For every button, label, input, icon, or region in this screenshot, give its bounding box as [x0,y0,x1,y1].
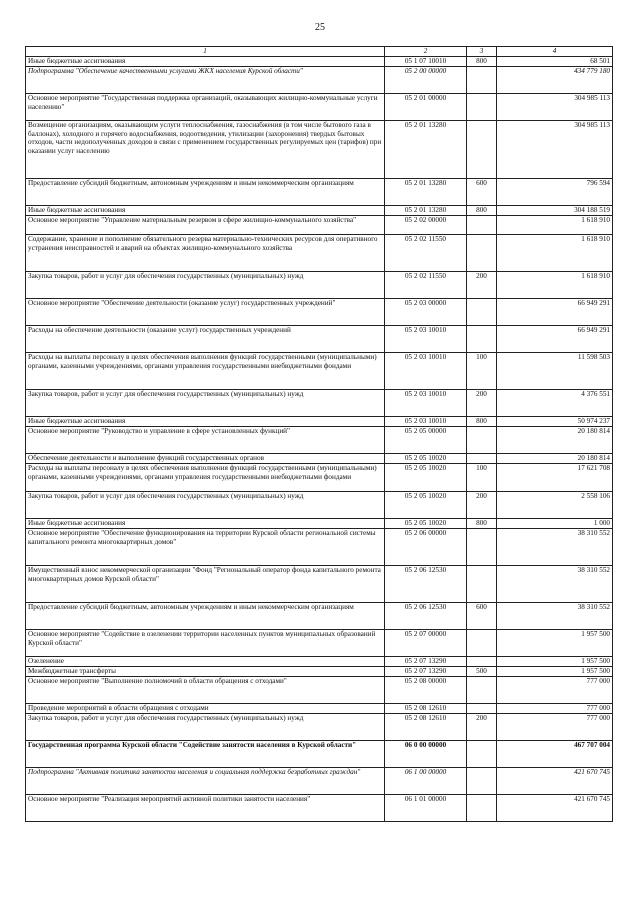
row-vr [467,326,497,353]
row-code: 05 2 02 11550 [385,272,467,299]
row-amount: 1 618 910 [497,235,613,272]
row-amount: 304 985 113 [497,121,613,179]
row-amount: 4 376 551 [497,390,613,417]
budget-table [25,46,613,822]
row-code: 05 2 05 10020 [385,464,467,492]
row-code: 06 1 01 00000 [385,795,467,822]
row-name: Основное мероприятие "Выполнение полномочий в области обращения с отходами" [26,677,385,704]
row-code: 05 2 07 00000 [385,630,467,657]
row-code: 05 2 03 00000 [385,299,467,326]
table-row [26,768,613,795]
row-name: Имущественный взнос некоммерческой организации "Фонд "Региональный оператор фонда капитального ремонта многоквартирных домов Курской области" [26,566,385,603]
row-vr [467,630,497,657]
row-amount: 38 310 552 [497,603,613,630]
row-name: Иные бюджетные ассигнования [26,57,385,67]
row-name: Расходы на выплаты персоналу в целях обеспечения выполнения функций государственными (муниципальными) органами, казенными учреждениями, органами управления государственными внебюджетными фондами [26,353,385,390]
table-row [26,454,613,464]
row-amount: 777 000 [497,677,613,704]
row-code: 05 2 06 12530 [385,603,467,630]
table-row [26,704,613,714]
row-vr: 100 [467,464,497,492]
row-vr: 800 [467,206,497,216]
row-amount: 66 949 291 [497,299,613,326]
row-amount: 777 000 [497,714,613,741]
row-name: Иные бюджетные ассигнования [26,206,385,216]
table-row [26,57,613,67]
row-name: Основное мероприятие "Руководство и управление в сфере установленных функций" [26,427,385,454]
row-name: Закупка товаров, работ и услуг для обеспечения государственных (муниципальных) нужд [26,492,385,519]
table-row [26,714,613,741]
row-amount: 1 618 910 [497,272,613,299]
table-row [26,353,613,390]
row-amount: 434 779 180 [497,67,613,94]
table-row [26,657,613,667]
row-vr: 200 [467,492,497,519]
row-vr [467,216,497,235]
table-row [26,390,613,417]
row-vr [467,235,497,272]
row-vr [467,741,497,768]
table-row [26,464,613,492]
row-code: 05 2 06 00000 [385,529,467,566]
row-vr: 200 [467,272,497,299]
row-vr [467,427,497,454]
table-row [26,677,613,704]
row-amount: 1 618 910 [497,216,613,235]
row-name: Содержание, хранение и пополнение обязательного резерва материально-технических ресурсов для оперативного устранения неисправностей и аварий на объектах жилищно-коммунального хозяйства [26,235,385,272]
row-vr [467,704,497,714]
row-code: 05 2 05 00000 [385,427,467,454]
table-row [26,179,613,206]
row-code: 05 2 03 10010 [385,353,467,390]
row-code: 05 2 01 13280 [385,121,467,179]
row-vr: 200 [467,390,497,417]
row-code: 05 2 08 12610 [385,704,467,714]
row-name: Озеленение [26,657,385,667]
table-row [26,795,613,822]
row-vr [467,529,497,566]
row-code: 05 2 03 10010 [385,390,467,417]
row-amount: 421 670 745 [497,768,613,795]
row-amount: 796 594 [497,179,613,206]
row-name: Основное мероприятие "Содействие в озеленении территории населенных пунктов муниципальных образований Курской области" [26,630,385,657]
row-amount: 467 707 004 [497,741,613,768]
row-vr [467,768,497,795]
row-amount: 68 501 [497,57,613,67]
row-code: 05 2 08 12610 [385,714,467,741]
page-number: 25 [315,22,325,33]
row-name: Основное мероприятие "Управление материальным резервом в сфере жилищно-коммунального хозяйства" [26,216,385,235]
row-code: 05 2 02 00000 [385,216,467,235]
row-name: Основное мероприятие "Государственная поддержка организаций, оказывающих жилищно-коммунальные услуги населению" [26,94,385,121]
row-name: Закупка товаров, работ и услуг для обеспечения государственных (муниципальных) нужд [26,272,385,299]
row-vr [467,795,497,822]
row-vr: 800 [467,519,497,529]
row-amount: 1 000 [497,519,613,529]
row-name: Предоставление субсидий бюджетным, автономным учреждениям и иным некоммерческим организациям [26,179,385,206]
row-vr: 500 [467,667,497,677]
row-name: Закупка товаров, работ и услуг для обеспечения государственных (муниципальных) нужд [26,390,385,417]
table-row [26,326,613,353]
table-row [26,630,613,657]
table-row [26,299,613,326]
header-col-amount: 4 [497,47,613,57]
row-amount: 66 949 291 [497,326,613,353]
row-code: 05 2 08 00000 [385,677,467,704]
table-row [26,427,613,454]
table-row [26,206,613,216]
row-name: Закупка товаров, работ и услуг для обеспечения государственных (муниципальных) нужд [26,714,385,741]
row-name: Основное мероприятие "Реализация мероприятий активной политики занятости населения" [26,795,385,822]
row-amount: 1 957 500 [497,657,613,667]
row-amount: 421 670 745 [497,795,613,822]
row-name: Иные бюджетные ассигнования [26,417,385,427]
row-code: 05 2 03 10010 [385,417,467,427]
row-amount: 50 974 237 [497,417,613,427]
row-amount: 2 558 106 [497,492,613,519]
row-code: 05 2 01 13280 [385,179,467,206]
table-body [26,57,613,822]
row-name: Иные бюджетные ассигнования [26,519,385,529]
table-row [26,94,613,121]
table-row [26,667,613,677]
row-code: 05 2 05 10020 [385,454,467,464]
table-row [26,492,613,519]
row-amount: 1 957 500 [497,667,613,677]
row-code: 05 2 07 13290 [385,667,467,677]
table-row [26,519,613,529]
table-row [26,272,613,299]
row-vr: 600 [467,179,497,206]
row-amount: 1 957 500 [497,630,613,657]
row-amount: 304 985 113 [497,94,613,121]
row-name: Основное мероприятие "Обеспечение деятельности (оказание услуг) государственных учреждений" [26,299,385,326]
row-name: Расходы на обеспечение деятельности (оказание услуг) государственных учреждений [26,326,385,353]
table-row [26,235,613,272]
header-col-code: 2 [385,47,467,57]
row-vr: 600 [467,603,497,630]
row-code: 05 2 00 00000 [385,67,467,94]
table-header-row [26,47,613,57]
row-amount: 11 598 503 [497,353,613,390]
row-name: Государственная программа Курской области "Содействие занятости населения в Курской области" [26,741,385,768]
row-vr [467,299,497,326]
row-code: 05 2 01 13280 [385,206,467,216]
row-code: 06 1 00 00000 [385,768,467,795]
row-name: Расходы на выплаты персоналу в целях обеспечения выполнения функций государственными (муниципальными) органами, казенными учреждениями, органами управления государственными внебюджетными фондами [26,464,385,492]
row-code: 05 2 05 10020 [385,492,467,519]
row-amount: 20 180 814 [497,427,613,454]
row-amount: 38 310 552 [497,529,613,566]
table-row [26,216,613,235]
row-name: Предоставление субсидий бюджетным, автономным учреждениям и иным некоммерческим организациям [26,603,385,630]
row-code: 06 0 00 00000 [385,741,467,768]
row-code: 05 2 06 12530 [385,566,467,603]
table-row [26,529,613,566]
row-name: Проведение мероприятий в области обращения с отходами [26,704,385,714]
row-vr: 800 [467,57,497,67]
row-vr [467,67,497,94]
table-row [26,603,613,630]
row-amount: 17 621 708 [497,464,613,492]
row-name: Подпрограмма "Обеспечение качественными услугами ЖКХ населения Курской области" [26,67,385,94]
row-vr: 200 [467,714,497,741]
table-row [26,417,613,427]
row-name: Подпрограмма "Активная политика занятости населения и социальная поддержка безработных граждан" [26,768,385,795]
row-amount: 20 180 814 [497,454,613,464]
row-vr [467,657,497,667]
header-col-name: 1 [26,47,385,57]
row-vr [467,94,497,121]
row-vr [467,454,497,464]
row-amount: 38 310 552 [497,566,613,603]
row-code: 05 2 03 10010 [385,326,467,353]
row-vr: 100 [467,353,497,390]
row-code: 05 2 05 10020 [385,519,467,529]
table-row [26,741,613,768]
table-row [26,121,613,179]
row-code: 05 2 07 13290 [385,657,467,667]
row-code: 05 2 02 11550 [385,235,467,272]
header-col-vr: 3 [467,47,497,57]
row-amount: 777 000 [497,704,613,714]
table-row [26,566,613,603]
row-code: 05 1 07 10010 [385,57,467,67]
row-vr [467,566,497,603]
row-vr [467,121,497,179]
row-amount: 304 188 519 [497,206,613,216]
row-vr: 800 [467,417,497,427]
row-vr [467,677,497,704]
table-row [26,67,613,94]
row-code: 05 2 01 00000 [385,94,467,121]
row-name: Основное мероприятие "Обеспечение функционирования на территории Курской области региональной системы капитального ремонта многоквартирных домов" [26,529,385,566]
row-name: Возмещение организациям, оказывающим услуги теплоснабжения, газоснабжения (в том числе бытового газа в баллонах), холодного и горячего водоснабжения, водоотведения, утилизации (захоронения) твердых бытовых отходов, части недополученных доходов в связи с применением государственных регулируемых цен (тарифов) при оказании услуг населению [26,121,385,179]
row-name: Обеспечение деятельности и выполнение функций государственных органов [26,454,385,464]
row-name: Межбюджетные трансферты [26,667,385,677]
